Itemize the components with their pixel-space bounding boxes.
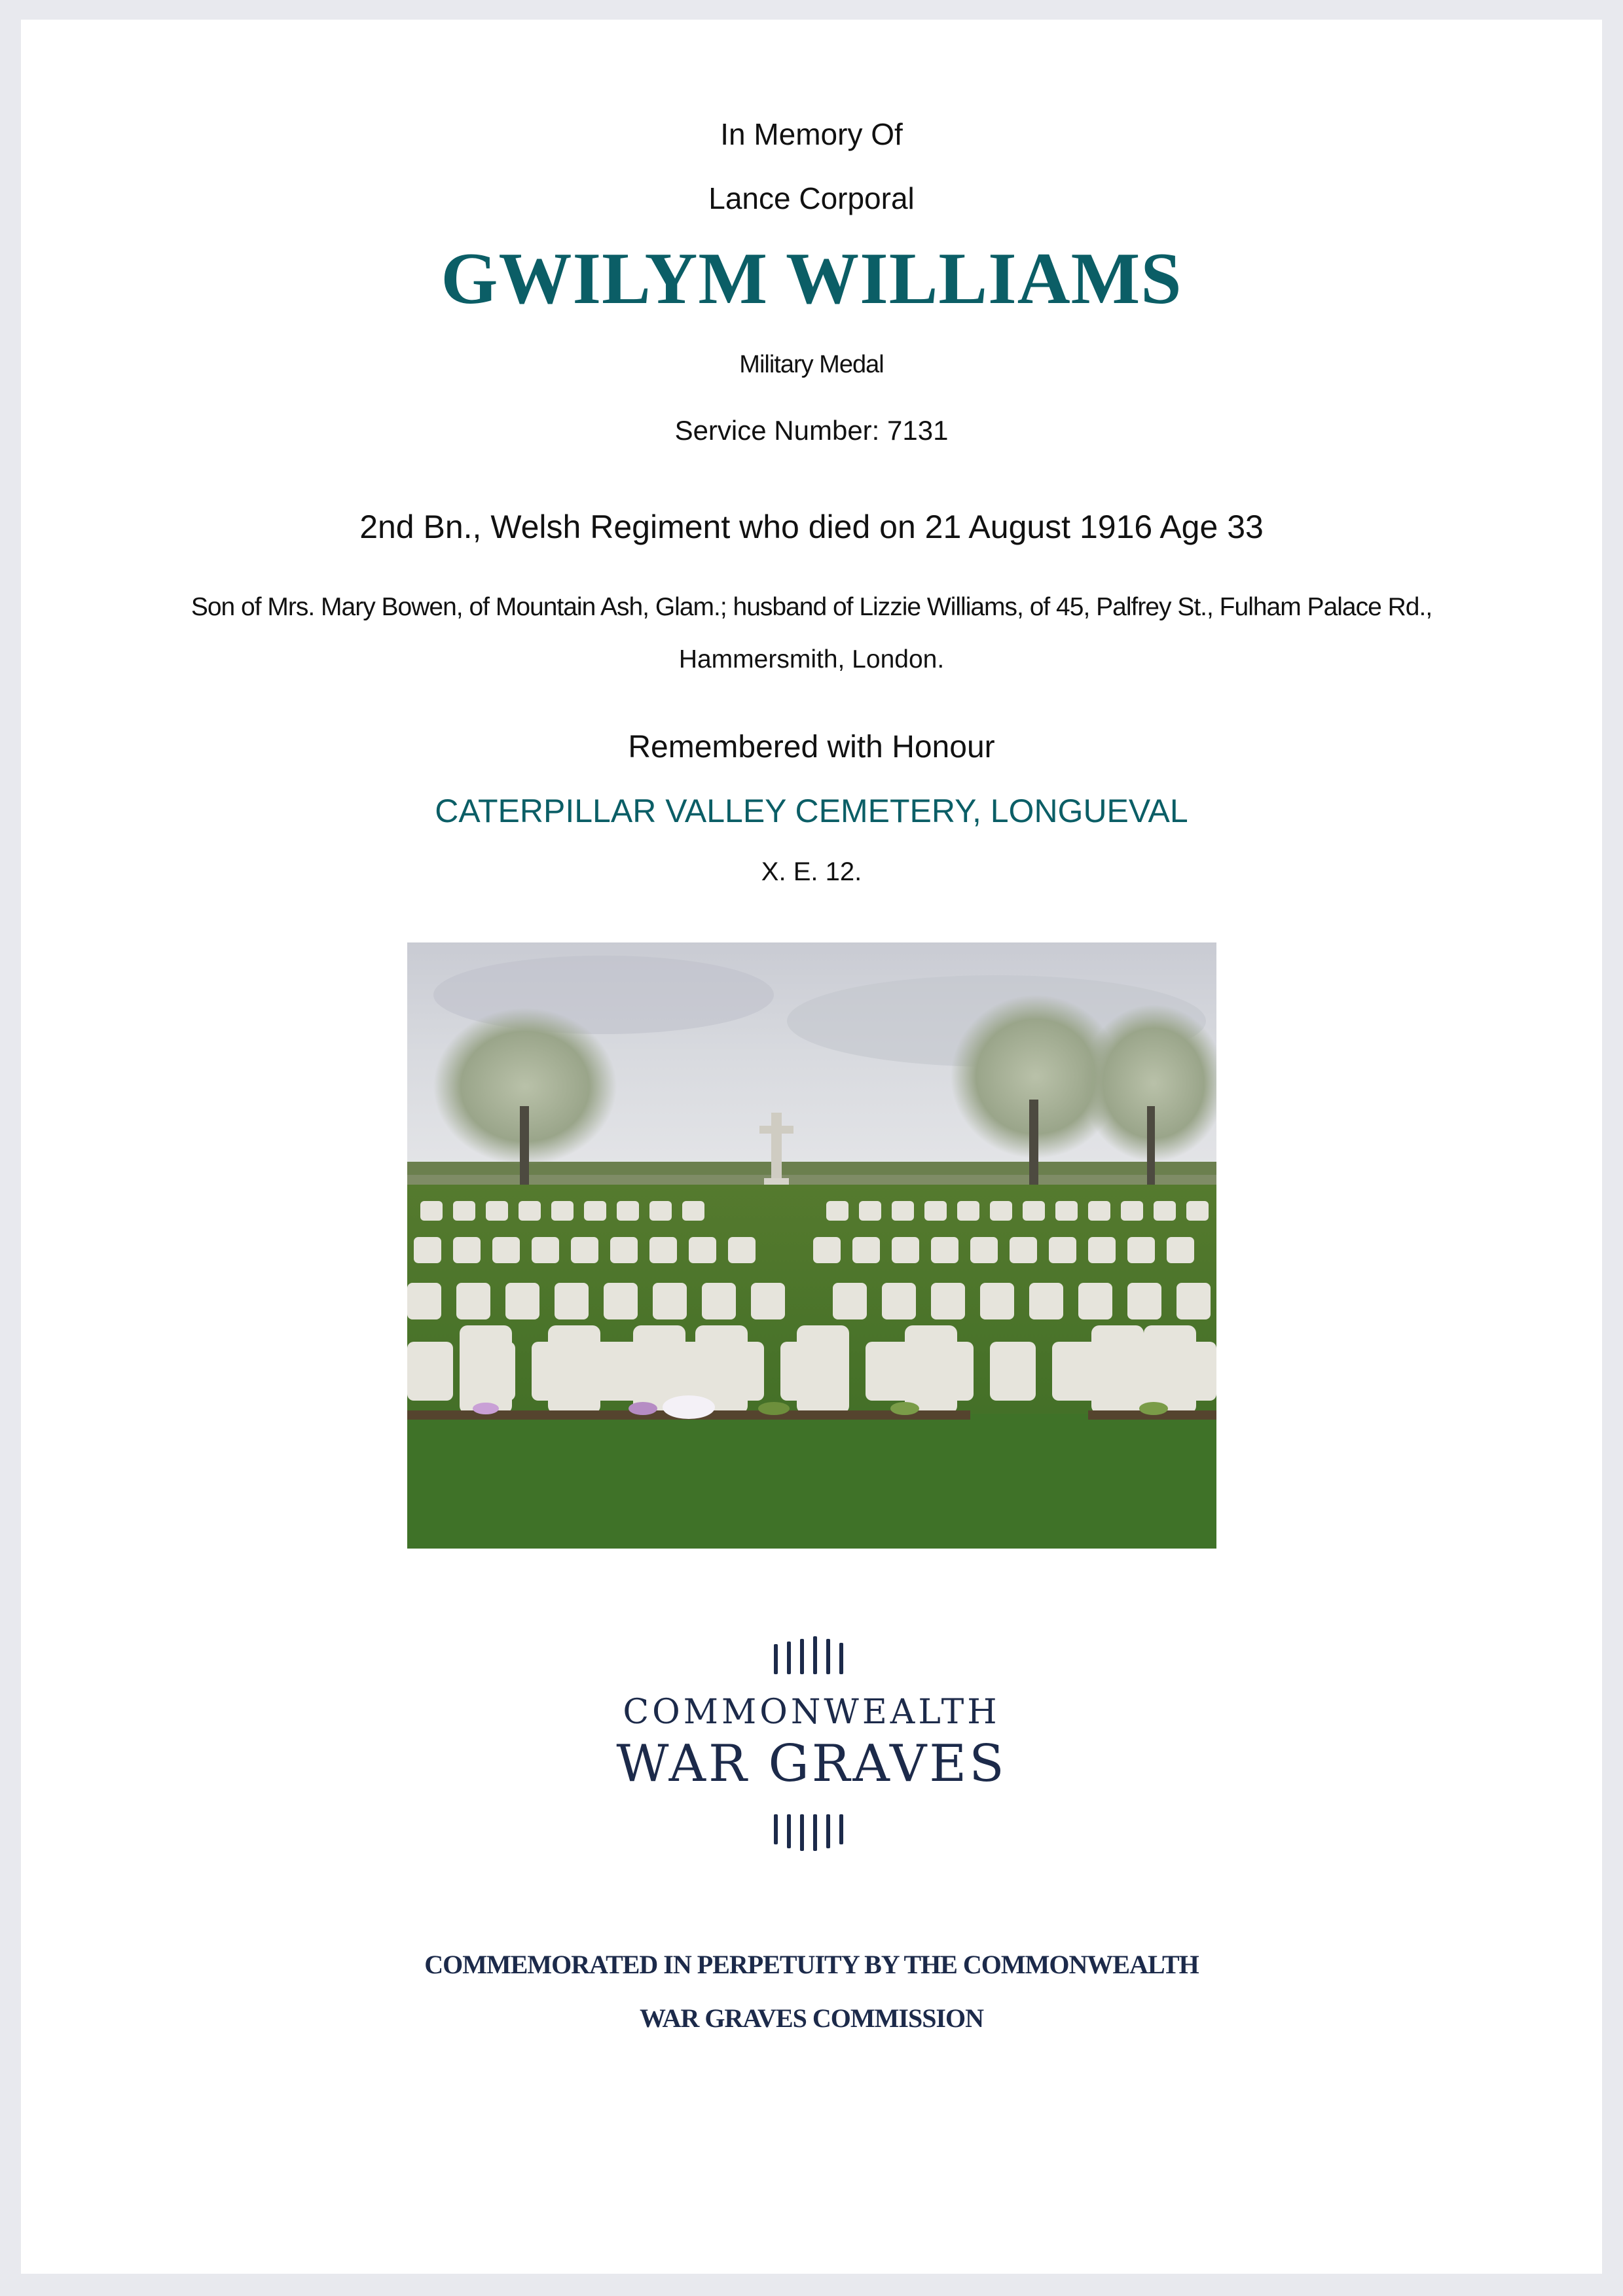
cwgc-logo (21, 1636, 1602, 1865)
additional-info-line1: Son of Mrs. Mary Bowen, of Mountain Ash, Glam.; husband of Lizzie Williams, of 45, Palfrey St., Fulham Palace Rd., (191, 593, 1432, 621)
logo-bars-top-icon (773, 1636, 851, 1676)
cemetery-name: CATERPILLAR VALLEY CEMETERY, LONGUEVAL (435, 793, 1188, 829)
commemoration-line2: WAR GRAVES COMMISSION (639, 2003, 983, 2033)
grave-reference: X. E. 12. (761, 857, 862, 886)
service-number: Service Number: 7131 (674, 415, 949, 446)
certificate-page (21, 20, 1602, 2274)
logo-bars-bottom-icon (773, 1813, 851, 1852)
logo-text-war-graves: WAR GRAVES (616, 1734, 1007, 1793)
commemoration-line1: COMMEMORATED IN PERPETUITY BY THE COMMONWEALTH (424, 1950, 1199, 1979)
cemetery-photo (407, 942, 1216, 1549)
remembered-text: Remembered with Honour (628, 730, 995, 764)
casualty-name: GWILYM WILLIAMS (441, 238, 1182, 319)
honour-award: Military Medal (739, 351, 884, 378)
intro-text: In Memory Of (720, 117, 903, 151)
unit-and-death: 2nd Bn., Welsh Regiment who died on 21 August 1916 Age 33 (359, 509, 1264, 545)
rank: Lance Corporal (708, 181, 915, 215)
additional-info-line2: Hammersmith, London. (678, 645, 945, 673)
logo-text-commonwealth: COMMONWEALTH (623, 1693, 1000, 1732)
